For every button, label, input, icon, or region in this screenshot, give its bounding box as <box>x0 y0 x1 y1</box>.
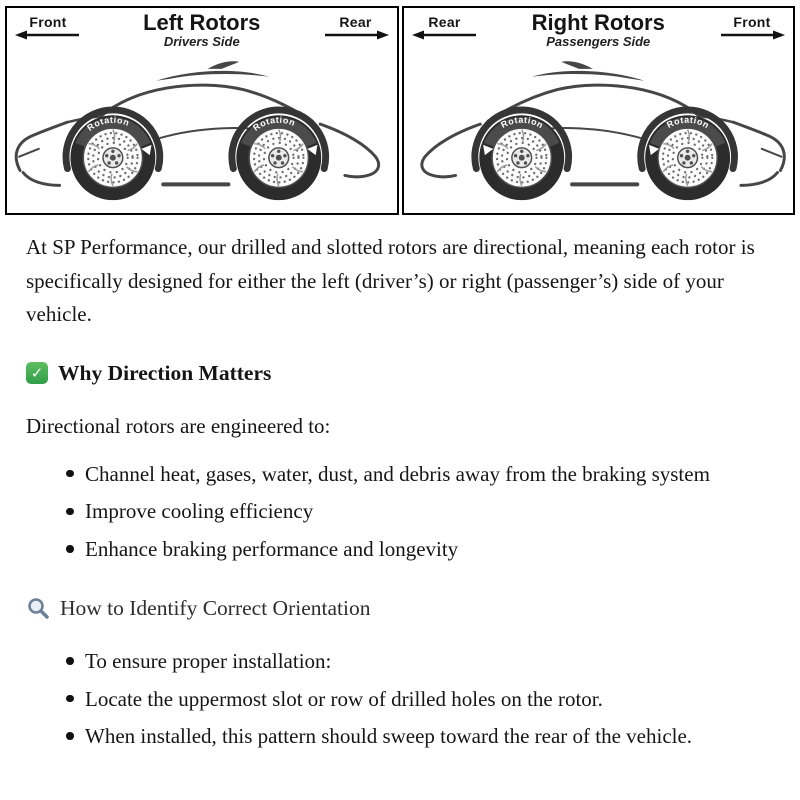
front-direction-label <box>719 14 785 40</box>
arrow-left-icon <box>15 30 81 40</box>
arrow-right-icon <box>323 30 389 40</box>
left-panel-header <box>7 11 397 57</box>
arrow-left-icon <box>412 30 478 40</box>
front-wheel-rotor <box>70 115 155 200</box>
rotor-direction-diagram <box>0 0 800 215</box>
direction-text: Rear <box>339 14 372 30</box>
front-direction-label <box>15 14 81 40</box>
rear-direction-label <box>412 14 478 40</box>
why-bullet-list <box>26 458 770 567</box>
right-panel-header <box>404 11 794 57</box>
left-car-illustration <box>7 57 397 213</box>
arrow-right-icon <box>719 30 785 40</box>
rear-wheel-rotor <box>479 115 564 200</box>
list-item: Enhance braking performance and longevity <box>66 533 770 567</box>
check-icon <box>26 362 48 384</box>
direction-text: Front <box>733 14 771 30</box>
direction-text: Front <box>29 14 67 30</box>
right-rotors-panel <box>402 6 796 215</box>
right-car-illustration <box>404 57 794 213</box>
intro-paragraph: At SP Performance, our drilled and slotted rotors are directional, meaning each rotor is specifically designed for either the left (driver’s) or right (passenger’s) side of your vehicle. <box>26 235 755 327</box>
list-item: To ensure proper installation: <box>66 645 770 679</box>
list-item: Channel heat, gases, water, dust, and debris away from the braking system <box>66 458 770 492</box>
magnifier-icon <box>26 596 50 620</box>
list-item: Improve cooling efficiency <box>66 495 770 529</box>
identify-bullet-list <box>26 645 770 754</box>
rear-wheel-rotor <box>236 115 321 200</box>
rear-direction-label <box>323 14 389 40</box>
article-body <box>0 215 800 754</box>
panel-subtitle: Drivers Side <box>163 34 240 50</box>
heading-text: Why Direction Matters <box>58 360 272 385</box>
why-direction-matters-heading <box>26 356 770 390</box>
list-item: Locate the uppermost slot or row of drilled holes on the rotor. <box>66 683 770 717</box>
front-wheel-rotor <box>645 115 730 200</box>
panel-title: Right Rotors <box>531 10 665 35</box>
heading-text: How to Identify Correct Orientation <box>60 595 371 620</box>
why-lead: Directional rotors are engineered to: <box>26 414 331 439</box>
panel-subtitle: Passengers Side <box>546 34 651 50</box>
left-rotors-panel <box>5 6 399 215</box>
panel-title: Left Rotors <box>143 10 261 35</box>
identify-orientation-heading <box>26 591 770 625</box>
list-item: When installed, this pattern should sweep toward the rear of the vehicle. <box>66 720 770 754</box>
direction-text: Rear <box>428 14 461 30</box>
